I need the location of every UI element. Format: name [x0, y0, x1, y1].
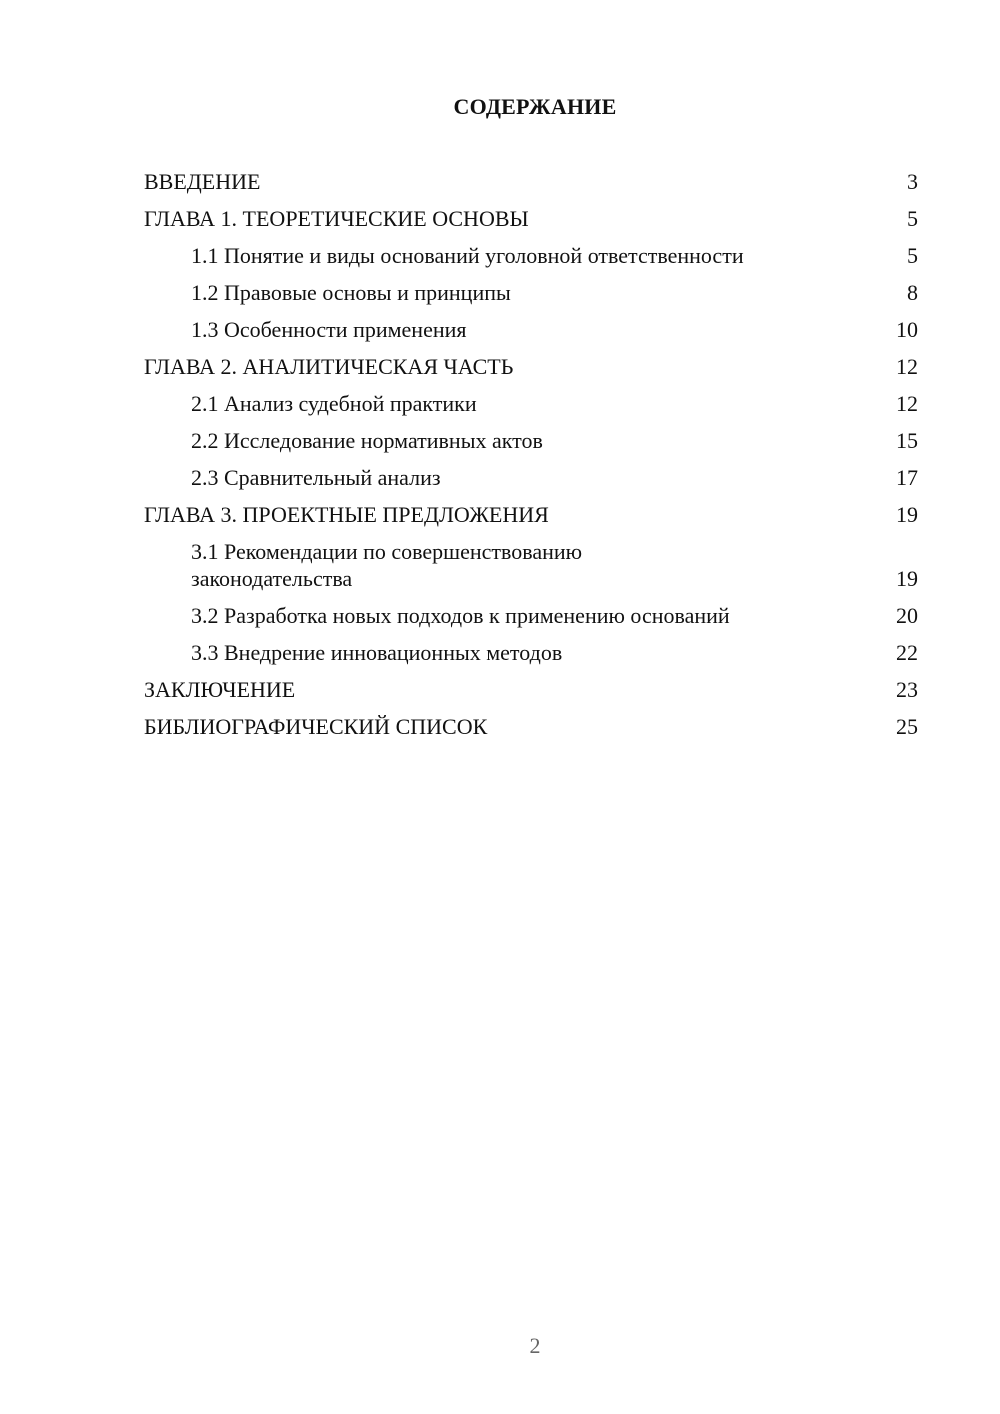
toc-entry-label: ГЛАВА 3. ПРОЕКТНЫЕ ПРЕДЛОЖЕНИЯ: [144, 502, 549, 527]
toc-entry-label: 1.3 Особенности применения: [191, 317, 467, 342]
toc-entry-section-2-2[interactable]: [144, 427, 918, 454]
toc-entry-page: 19: [896, 502, 918, 527]
toc-entry-section-3-3[interactable]: [144, 639, 918, 666]
toc-entry-introduction[interactable]: [144, 168, 918, 195]
toc-entry-page: 19: [896, 566, 918, 591]
toc-entry-label: ЗАКЛЮЧЕНИЕ: [144, 677, 296, 702]
toc-entry-section-1-2[interactable]: [144, 279, 918, 306]
toc-entry-chapter-3[interactable]: [144, 501, 918, 528]
toc-entry-section-2-1[interactable]: [144, 390, 918, 417]
toc-entry-label: ГЛАВА 2. АНАЛИТИЧЕСКАЯ ЧАСТЬ: [144, 354, 514, 379]
toc-entry-label: 2.3 Сравнительный анализ: [191, 465, 441, 490]
toc-entry-page: 17: [896, 465, 918, 490]
toc-entry-label: 2.2 Исследование нормативных актов: [191, 428, 543, 453]
toc-entry-page: 25: [896, 714, 918, 739]
toc-entry-page: 12: [896, 354, 918, 379]
toc-entry-label: 3.3 Внедрение инновационных методов: [191, 640, 563, 665]
toc-entry-label: 3.1 Рекомендации по совершенствованию законодательства: [191, 539, 583, 591]
toc-entry-chapter-1[interactable]: [144, 205, 918, 232]
toc-entry-section-3-1[interactable]: [144, 538, 918, 592]
toc-entry-section-1-1[interactable]: [144, 242, 918, 269]
toc-entry-label: 1.1 Понятие и виды оснований уголовной ответственности: [191, 243, 744, 268]
toc-entry-label: БИБЛИОГРАФИЧЕСКИЙ СПИСОК: [144, 714, 488, 739]
toc-entry-chapter-2[interactable]: [144, 353, 918, 380]
toc-entry-page: 10: [896, 317, 918, 342]
toc-entry-page: 5: [907, 206, 918, 231]
toc-entry-page: 5: [907, 243, 918, 268]
page-title: СОДЕРЖАНИЕ: [453, 94, 617, 119]
table-of-contents: [144, 168, 918, 750]
toc-entry-section-1-3[interactable]: [144, 316, 918, 343]
toc-entry-page: 20: [896, 603, 918, 628]
toc-entry-conclusion[interactable]: [144, 676, 918, 703]
toc-entry-page: 8: [907, 280, 918, 305]
toc-entry-page: 23: [896, 677, 918, 702]
page-number: 2: [529, 1333, 541, 1358]
toc-entry-bibliography[interactable]: [144, 713, 918, 740]
toc-entry-label: 2.1 Анализ судебной практики: [191, 391, 477, 416]
toc-entry-page: 3: [907, 169, 918, 194]
toc-entry-label: 1.2 Правовые основы и принципы: [191, 280, 511, 305]
toc-entry-label: 3.2 Разработка новых подходов к применению оснований: [191, 603, 730, 628]
toc-entry-page: 15: [896, 428, 918, 453]
toc-entry-page: 22: [896, 640, 918, 665]
toc-entry-page: 12: [896, 391, 918, 416]
toc-entry-section-3-2[interactable]: [144, 602, 918, 629]
toc-entry-label: ГЛАВА 1. ТЕОРЕТИЧЕСКИЕ ОСНОВЫ: [144, 206, 529, 231]
toc-entry-section-2-3[interactable]: [144, 464, 918, 491]
toc-entry-label: ВВЕДЕНИЕ: [144, 169, 261, 194]
